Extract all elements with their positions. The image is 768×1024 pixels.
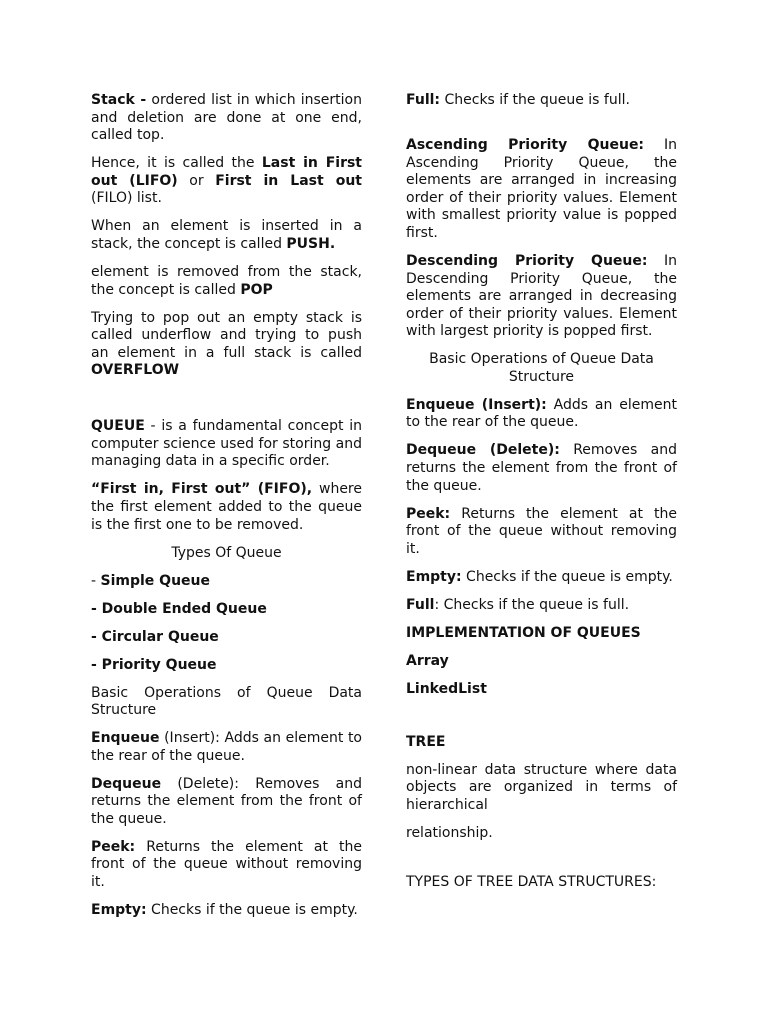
queue-type-double-ended: - Double Ended Queue xyxy=(91,600,267,617)
overflow-paragraph: Trying to pop out an empty stack is called underflow and trying to push an element in a full stack is called OVERFLOW xyxy=(91,309,362,379)
descending-priority-paragraph: Descending Priority Queue: In Descending Priority Queue, the elements are arranged in decreasing order of their priority values. Element with largest priority is popped first. xyxy=(406,252,678,340)
enqueue-paragraph: Enqueue (Insert): Adds an element to the rear of the queue. xyxy=(91,730,362,764)
filo-term: First in Last out xyxy=(215,172,362,189)
tree-types-heading: TYPES OF TREE DATA STRUCTURES: xyxy=(406,873,657,890)
implementation-linkedlist: LinkedList xyxy=(406,680,487,697)
full-paragraph: Full: Checks if the queue is full. xyxy=(406,92,630,108)
peek-paragraph: Peek: Returns the element at the front of the queue without removing it. xyxy=(91,838,362,891)
empty-paragraph: Empty: Checks if the queue is empty. xyxy=(406,568,673,585)
spacer xyxy=(406,709,677,734)
dequeue-paragraph: Dequeue (Delete): Removes and returns the element from the front of the queue. xyxy=(406,442,677,494)
queue-type-circular: - Circular Queue xyxy=(91,628,219,645)
pop-paragraph: element is removed from the stack, the concept is called POP xyxy=(91,263,362,298)
queue-type-priority: - Priority Queue xyxy=(91,656,217,673)
fifo-term: “First in, First out” (FIFO), xyxy=(91,481,313,498)
stack-definition: Stack - ordered list in which insertion and deletion are done at one end, called top. xyxy=(91,92,362,144)
pop-term: POP xyxy=(240,281,273,298)
lifo-term: Last in First out (LIFO) xyxy=(91,155,362,189)
empty-paragraph: Empty: Checks if the queue is empty. xyxy=(91,902,358,919)
right-column xyxy=(406,92,677,902)
push-paragraph: When an element is inserted in a stack, the concept is called PUSH. xyxy=(91,218,362,252)
basic-operations-heading: Basic Operations of Queue Data Structure xyxy=(91,684,362,719)
spacer xyxy=(406,120,677,137)
queue-term: QUEUE xyxy=(91,418,145,435)
enqueue-paragraph: Enqueue (Insert): Adds an element to the rear of the queue. xyxy=(406,396,677,431)
types-of-queue-heading: Types Of Queue xyxy=(171,544,282,561)
spacer xyxy=(406,853,677,874)
overflow-term: OVERFLOW xyxy=(91,362,180,379)
stack-term: Stack - xyxy=(91,92,147,108)
queue-definition: QUEUE - is a fundamental concept in computer science used for storing and managing data in a specific order. xyxy=(91,418,362,470)
ascending-priority-paragraph: Ascending Priority Queue: In Ascending Priority Queue, the elements are arranged in increasing order of their priority values. Element with smallest priority value is popped first. xyxy=(406,136,678,241)
push-term: PUSH. xyxy=(286,235,336,252)
tree-relationship: relationship. xyxy=(406,824,493,841)
queue-type-simple: - Simple Queue xyxy=(91,572,210,589)
full-paragraph-2: Full: Checks if the queue is full. xyxy=(406,596,630,613)
spacer xyxy=(91,390,362,418)
tree-heading: TREE xyxy=(406,733,446,750)
implementation-array: Array xyxy=(406,652,449,669)
peek-paragraph: Peek: Returns the element at the front of the queue without removing it. xyxy=(406,505,677,557)
left-column xyxy=(91,92,362,930)
basic-operations-heading: Basic Operations of Queue Data Structure xyxy=(429,351,654,385)
dequeue-paragraph: Dequeue (Delete): Removes and returns the element from the front of the queue. xyxy=(91,775,362,827)
fifo-paragraph: “First in, First out” (FIFO), where the first element added to the queue is the first one to be removed. xyxy=(91,481,362,533)
tree-definition: non-linear data structure where data objects are organized in terms of hierarchical xyxy=(406,761,677,813)
lifo-paragraph: Hence, it is called the Last in First out (LIFO) or First in Last out (FILO) list. xyxy=(91,155,362,207)
implementation-heading: IMPLEMENTATION OF QUEUES xyxy=(406,624,641,641)
